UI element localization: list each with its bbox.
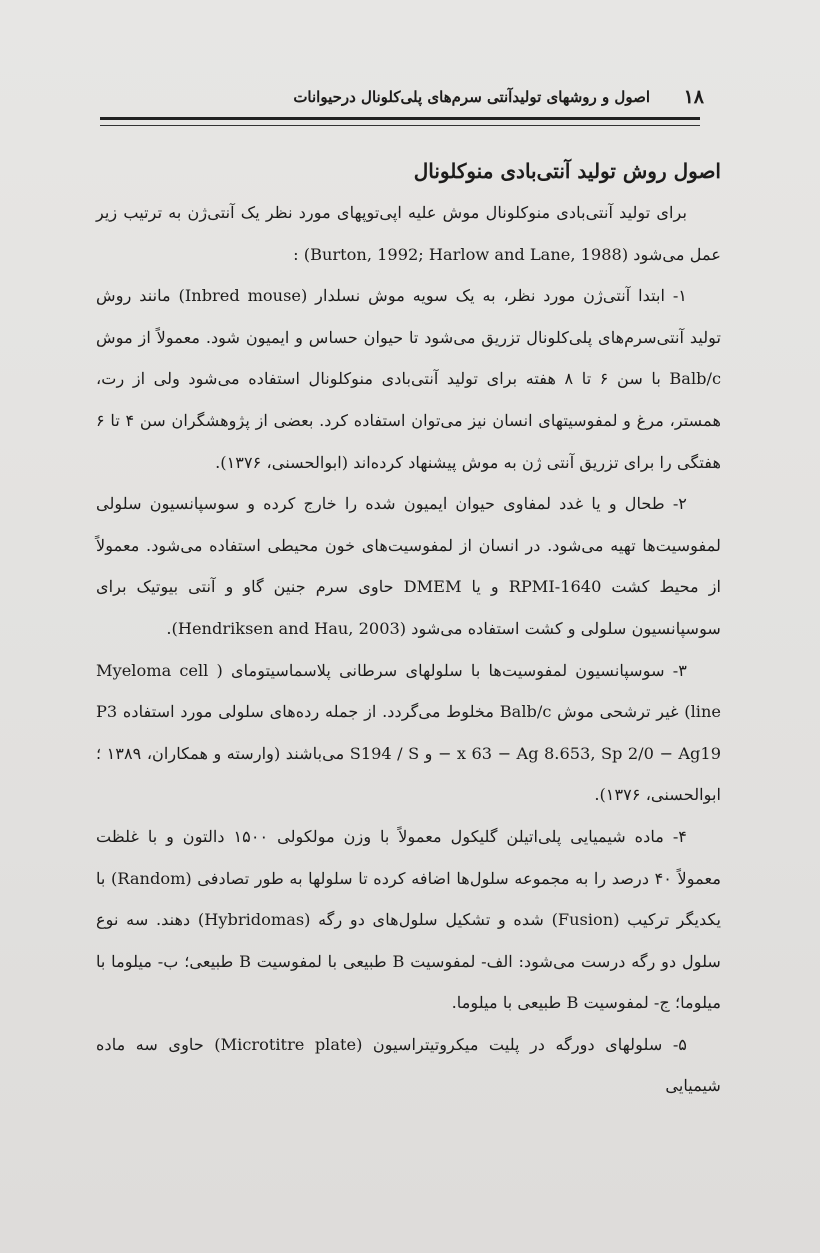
paragraph-step-5: ۵- سلولهای دورگه در پلیت میکروتیتراسیون (Microtitre plate) حاوی سه ماده شیمیایی <box>96 1034 721 1096</box>
paragraph-intro: برای تولید آنتی‌بادی منوکلونال موش علیه اپی‌توپهای مورد نظر یک آنتی‌ژن به ترتیب زیر عمل می‌شود (Burton, 1992; Harlow and Lane, 1988) : <box>96 203 721 264</box>
section-heading: اصول روش تولید آنتی‌بادی منوکلونال <box>413 159 721 183</box>
paragraph-step-4: ۴- ماده شیمیایی پلی‌اتیلن گلیکول معمولاً با وزن مولکولی ۱۵۰۰ دالتون و با غلظت معمولاً ۴۰ درصد را به مجموعه سلول‌ها اضافه کرده تا سلولها به طور تصادفی (Random) با یکدیگر ترکیب (Fusion) شده و تشکیل سلول‌های دو رگه (Hybridomas) دهند. سه نوع سلول دو رگه درست می‌شود: الف- لمفوسیت B طبیعی با لمفوسیت B طبیعی؛ ب- میلوما با میلوما؛ ج- لمفوسیت B طبیعی با میلوما. <box>96 826 721 1013</box>
page-number: ۱۸ <box>683 86 704 108</box>
page-header <box>100 84 712 112</box>
paragraph-step-3: ۳- سوسپانسیون لمفوسیت‌ها با سلولهای سرطانی پلاسماسیتومای ( Myeloma cell line) غیر ترشحی موش Balb/c مخلوط می‌گردد. از جمله رده‌های سلولی مورد استفاده P3 − x 63 − Ag 8.653, Sp 2/0 − Ag19 و S194 / S می‌باشند (وارسته و همکاران، ۱۳۸۹ ؛ ابوالحسنی، ۱۳۷۶). <box>96 660 721 805</box>
running-title: اصول و روشهای تولیدآنتی سرم‌های پلی‌کلونال درحیوانات <box>293 88 650 106</box>
header-rule-thin <box>100 125 700 126</box>
paragraph-step-2: ۲- طحال و یا غدد لمفاوی حیوان ایمیون شده را خارج کرده و سوسپانسیون سلولی لمفوسیت‌ها تهیه می‌شود. در انسان از لمفوسیت‌های خون محیطی استفاده می‌شود. معمولاً از محیط کشت RPMI-1640 و یا DMEM حاوی سرم جنین گاو و آنتی بیوتیک برای سوسپانسیون سلولی و کشت استفاده می‌شود (Hendriksen and Hau, 2003). <box>96 494 722 638</box>
paragraph-step-1: ۱- ابتدا آنتی‌ژن مورد نظر، به یک سویه موش نسلدار (Inbred mouse) مانند روش تولید آنتی‌سرم‌های پلی‌کلونال تزریق می‌شود تا حیوان حساس و ایمیون شود. معمولاً از موش Balb/c با سن ۶ تا ۸ هفته برای تولید آنتی‌بادی منوکلونال استفاده می‌شود ولی از رت، همستر، مرغ و لمفوسیتهای انسان نیز می‌توان استفاده کرد. بعضی از پژوهشگران سن ۴ تا ۶ هفتگی را برای تزریق آنتی ژن به موش پیشنهاد کرده‌اند (ابوالحسنی، ۱۳۷۶). <box>96 286 722 472</box>
page-body <box>96 150 721 1107</box>
header-rule-thick <box>100 117 700 120</box>
